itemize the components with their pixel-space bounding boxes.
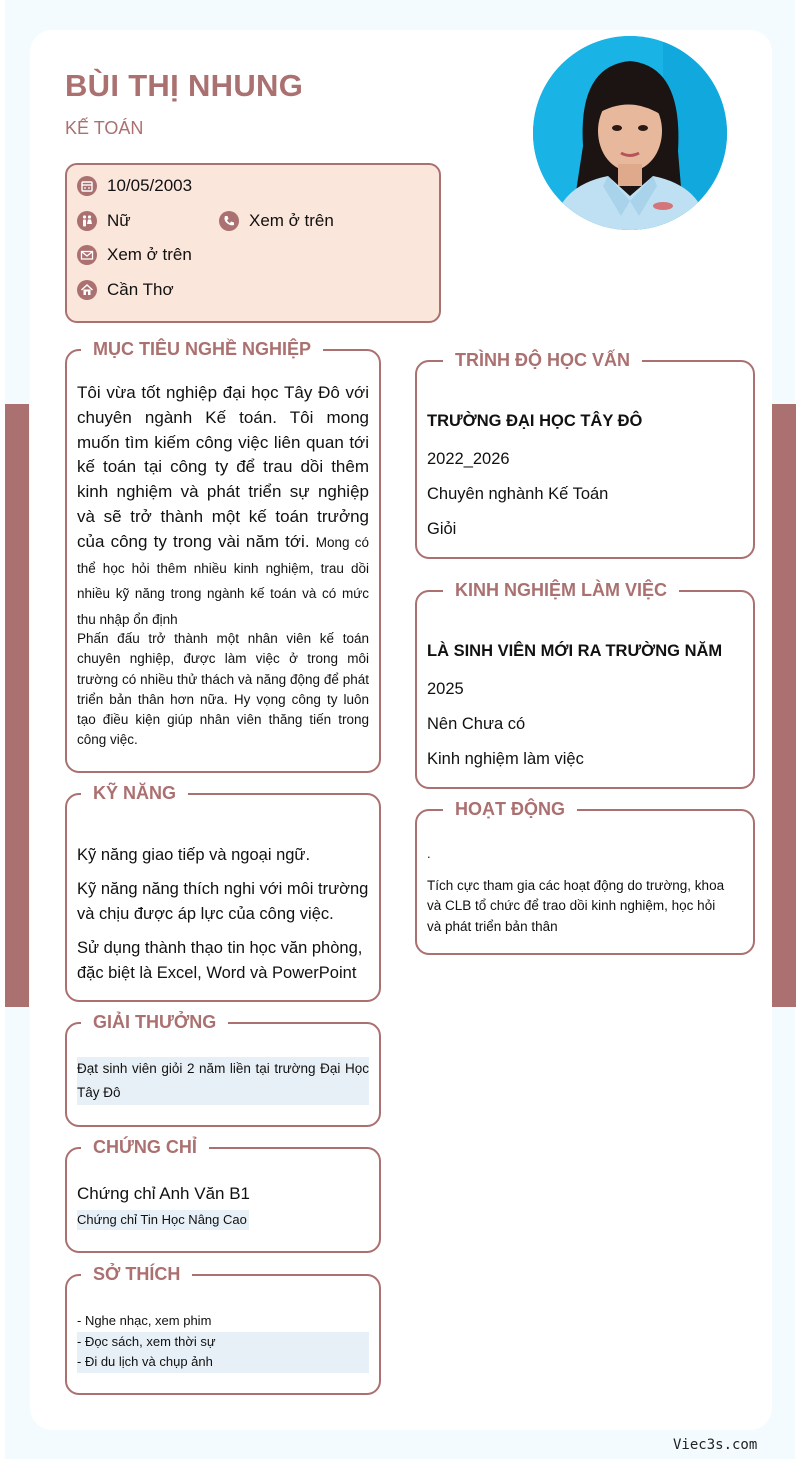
email-value: Xem ở trên [107,245,192,264]
address-value: Cần Thơ [107,280,174,299]
experience-line: Kinh nghiệm làm việc [427,750,584,768]
education-school: TRƯỜNG ĐẠI HỌC TÂY ĐÔ [427,412,643,430]
phone-row [219,211,334,231]
footer-watermark: Viec3s.com [673,1437,758,1453]
gender-value: Nữ [107,211,131,230]
objective-text [77,381,369,633]
experience-line: 2025 [427,680,464,698]
experience-heading: LÀ SINH VIÊN MỚI RA TRƯỜNG NĂM [427,642,723,660]
gender-icon [77,211,97,231]
email-row [77,245,192,265]
education-grade: Giỏi [427,520,457,538]
hobbies-list [77,1311,369,1373]
skill-item: Kỹ năng năng thích nghi với môi trường và chịu được áp lực của công việc. [77,880,369,923]
address-row [77,280,174,300]
birthday-row [77,176,192,196]
home-icon [77,280,97,300]
birthday-value: 10/05/2003 [107,176,193,195]
certificates-title: CHỨNG CHỈ [81,1135,209,1159]
skill-item: Kỹ năng giao tiếp và ngoại ngữ. [77,846,311,864]
experience-line: Nên Chưa có [427,715,526,733]
left-decor-band [5,404,29,1007]
job-title: KẾ TOÁN [65,118,144,138]
education-years: 2022_2026 [427,450,510,468]
email-icon [77,245,97,265]
education-title: TRÌNH ĐỘ HỌC VẤN [443,348,642,372]
objective-title: MỤC TIÊU NGHỀ NGHIỆP [81,337,323,361]
certificate-item: Chứng chỉ Anh Văn B1 [77,1184,250,1203]
certificate-item: Chứng chỉ Tin Học Nâng Cao [77,1210,249,1230]
experience-title: KINH NGHIỆM LÀM VIỆC [443,578,679,602]
activities-title: HOẠT ĐỘNG [443,797,577,821]
profile-photo [533,36,727,230]
education-major: Chuyên nghành Kế Toán [427,485,609,503]
objective-main-text: Tôi vừa tốt nghiệp đại học Tây Đô với chuyên ngành Kế toán. Tôi mong muốn tìm kiếm công việc liên quan tới kế toán tại công ty để trau dồi thêm kinh nghiệm và phát triển sự nghiệp và sẽ trở thành một kế toán trưởng của công ty trong vài năm tới. [77,383,369,551]
awards-text: Đạt sinh viên giỏi 2 năm liền tại trường Đại Học Tây Đô [77,1057,369,1105]
awards-title: GIẢI THƯỞNG [81,1010,228,1034]
hobbies-title: SỞ THÍCH [81,1262,192,1286]
objective-small-text: Phấn đấu trở thành một nhân viên kế toán chuyên nghiệp, được làm việc ở trong môi trường có nhiều thử thách và năng động để phát triển bản thân hơn nữa. Hy vọng công ty luôn tạo điều kiện giúp nhân viên thăng tiến trong công việc. [77,631,369,748]
hobby-item: - Đọc sách, xem thời sự [77,1333,216,1349]
skill-item: Sử dụng thành thạo tin học văn phòng, đặc biệt là Excel, Word và PowerPoint [77,939,363,982]
right-decor-band [772,404,796,1007]
gender-row [77,211,131,231]
hobby-item: - Đi du lịch và chụp ảnh [77,1354,213,1369]
activities-text: Tích cực tham gia các hoạt động do trường, khoa và CLB tổ chức để trao dồi kinh nghiệm, học hỏi và phát triển bản thân [427,878,725,934]
phone-value: Xem ở trên [249,211,334,230]
skills-title: KỸ NĂNG [81,781,188,805]
activities-dot: . [427,846,431,861]
phone-icon [219,211,239,231]
candidate-name: BÙI THỊ NHUNG [65,68,304,103]
calendar-icon [77,176,97,196]
objective-extra-text: Mong có thể học hỏi thêm nhiều kinh nghiệm, trau dồi nhiều kỹ năng trong ngành kế toán và có mức thu nhập ổn định [77,534,369,628]
hobby-item: - Nghe nhạc, xem phim [77,1311,369,1332]
